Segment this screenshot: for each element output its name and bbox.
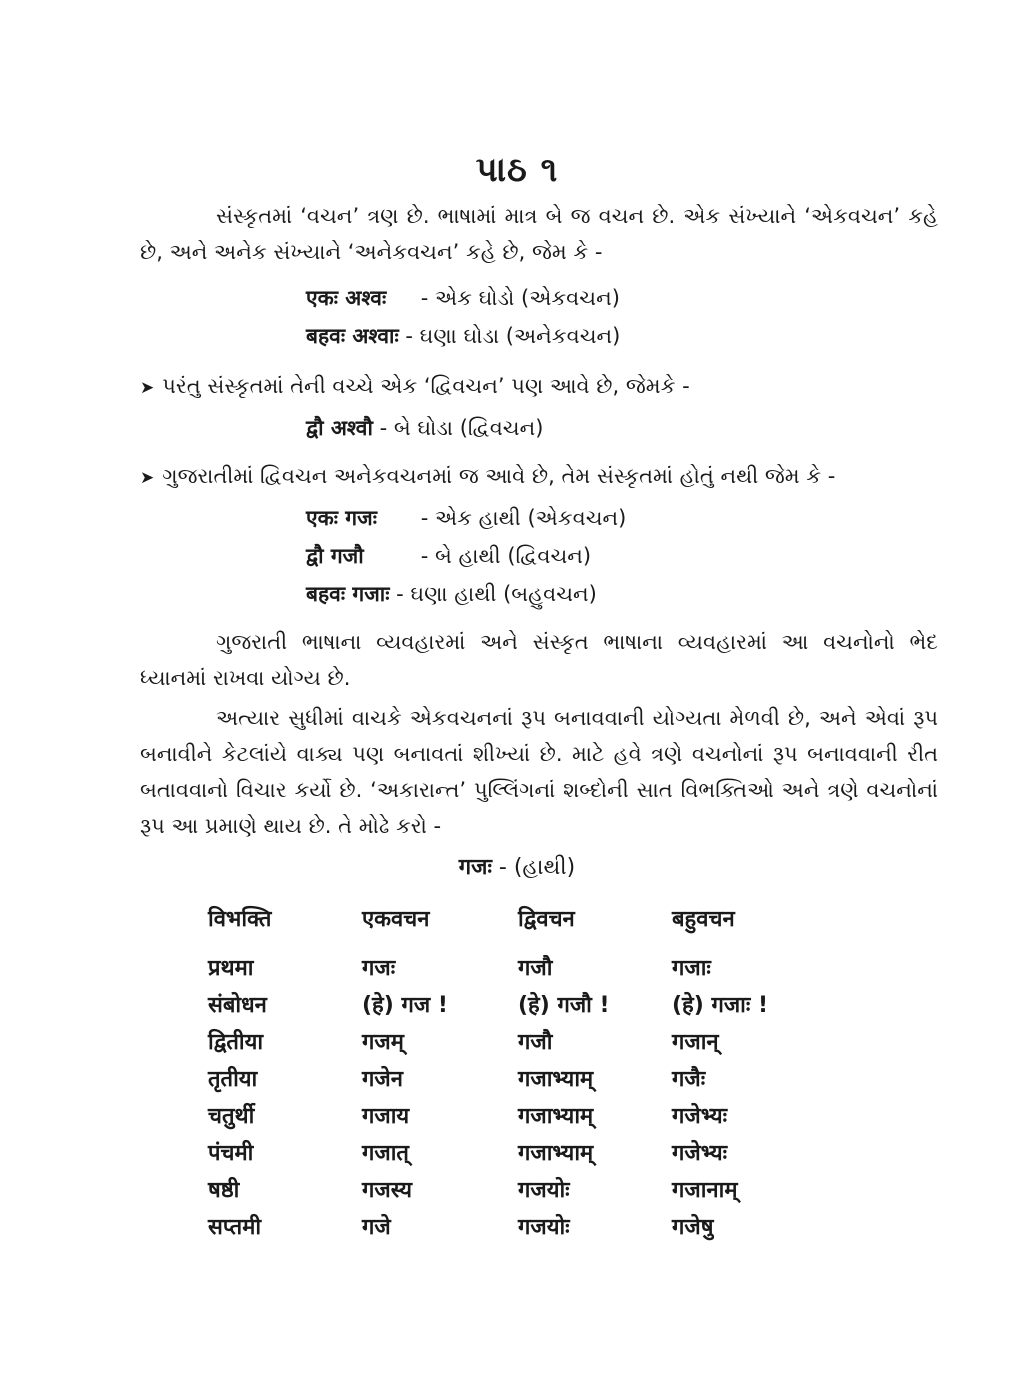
paragraph: અત્યાર સુધીમાં વાચકે એકવચનનાં રૂપ બનાવવાની યોગ્યતા મેળવી છે, અને એવાં રૂપ બનાવીને કેટલાંયે વાક્ય પણ બનાવતાં શીખ્યાં છે. માટે હવે ત્રણે વચનોનાં રૂપ બનાવવાની રીત બતાવવાનો વિચાર કર્યો છે. ‘અકારાન્ત’ પુલ્લિંગનાં શબ્દોની સાત વિભક્તિઓ અને ત્રણે વચનોનાં રૂપ આ પ્રમાણે થાય છે. તે મોઢે કરો - [140, 706, 938, 838]
arrow-bullet-icon: ➤ [140, 468, 155, 488]
table-cell: गजौ [518, 955, 553, 981]
gujarati-meaning: - ઘણા હાથી (બહુવચન) [396, 582, 597, 606]
case-name: संबोधन [208, 992, 267, 1018]
declension-table [208, 896, 832, 1244]
table-cell: गजौ [518, 1029, 553, 1055]
example-row [306, 318, 620, 354]
table-cell: गजयोः [518, 1214, 570, 1240]
table-heading [0, 850, 1034, 886]
table-cell: गजम् [362, 1029, 404, 1055]
heading-word: गजः [458, 855, 492, 880]
table-cell: गजैः [672, 1066, 706, 1092]
table-row [208, 1133, 832, 1170]
case-name: षष्ठी [208, 1177, 240, 1203]
table-cell: (हे) गजौ ! [518, 992, 610, 1018]
bullet-text: પરંતુ સંસ્કૃતમાં તેની વચ્ચે એક ‘દ્વિવચન’ પણ આવે છે, જેમકે - [162, 374, 690, 398]
table-cell: गजानाम् [672, 1177, 738, 1203]
table-cell: गजयोः [518, 1177, 570, 1203]
sanskrit-phrase: एकः गजः [306, 506, 377, 530]
sanskrit-phrase: बहवः गजाः [306, 582, 390, 606]
table-row [208, 1170, 832, 1207]
table-row [208, 1059, 832, 1096]
table-cell: गजेषु [672, 1214, 714, 1240]
table-cell: (हे) गजाः ! [672, 992, 768, 1018]
case-name: द्वितीया [208, 1029, 264, 1055]
table-cell: गजे [362, 1214, 391, 1240]
gujarati-meaning: - એક હાથી (એકવચન) [420, 506, 627, 530]
table-row [208, 1207, 832, 1244]
table-header-row [208, 896, 832, 948]
gujarati-meaning: - એક ઘોડો (એકવચન) [420, 286, 620, 310]
sanskrit-phrase: द्वौ गजौ [306, 544, 364, 568]
column-header: एकवचन [362, 907, 430, 932]
table-row [208, 1022, 832, 1059]
intro-paragraph: સંસ્કૃતમાં ‘વચન’ ત્રણ છે. ભાષામાં માત્ર બે જ વચન છે. એક સંખ્યાને ‘એકવચન’ કહે છે, અને અનેક સંખ્યાને ‘અનેકવચન’ કહે છે, જેમ કે - [140, 204, 938, 264]
gujarati-meaning: - ઘણા ઘોડા (અનેકવચન) [405, 324, 621, 348]
example-row [306, 538, 591, 574]
column-header: द्विवचन [518, 907, 575, 932]
gujarati-meaning: - બે ઘોડા (દ્વિવચન) [379, 416, 544, 440]
case-name: प्रथमा [208, 955, 254, 981]
example-row [306, 576, 597, 612]
bullet-point [140, 458, 835, 496]
table-cell: गजाभ्याम् [518, 1066, 594, 1092]
case-name: चतुर्थी [208, 1103, 255, 1129]
table-cell: गजेभ्यः [672, 1140, 728, 1166]
gujarati-meaning: - બે હાથી (દ્વિવચન) [420, 544, 592, 568]
table-cell: गजाभ्याम् [518, 1103, 594, 1129]
table-row [208, 985, 832, 1022]
lesson-title: પાઠ ૧ [475, 150, 559, 190]
table-cell: गजेभ्यः [672, 1103, 728, 1129]
case-name: तृतीया [208, 1066, 258, 1092]
table-row [208, 948, 832, 985]
column-header: बहुवचन [672, 907, 735, 932]
example-row [306, 410, 543, 446]
table-cell: गजेन [362, 1066, 403, 1092]
table-cell: गजान् [672, 1029, 719, 1055]
table-cell: गजस्य [362, 1177, 413, 1203]
bullet-point [140, 368, 690, 406]
heading-gloss: - (હાથી) [498, 855, 576, 880]
table-cell: गजाभ्याम् [518, 1140, 594, 1166]
case-name: पंचमी [208, 1140, 254, 1166]
example-row [306, 500, 626, 536]
paragraph: ગુજરાતી ભાષાના વ્યવહારમાં અને સંસ્કૃત ભાષાના વ્યવહારમાં આ વચનોનો ભેદ ધ્યાનમાં રાખવા યોગ્ય છે. [140, 630, 938, 690]
arrow-bullet-icon: ➤ [140, 378, 155, 398]
table-cell: (हे) गज ! [362, 992, 448, 1018]
table-cell: गजात् [362, 1140, 409, 1166]
example-row [306, 280, 620, 316]
table-cell: गजः [362, 955, 396, 981]
sanskrit-phrase: द्वौ अश्वौ [306, 416, 373, 440]
table-row [208, 1096, 832, 1133]
sanskrit-phrase: एकः अश्वः [306, 286, 387, 310]
column-header: विभक्ति [208, 907, 272, 932]
case-name: सप्तमी [208, 1214, 262, 1240]
table-cell: गजाः [672, 955, 711, 981]
table-cell: गजाय [362, 1103, 410, 1129]
sanskrit-phrase: बहवः अश्वाः [306, 324, 399, 348]
bullet-text: ગુજરાતીમાં દ્વિવચન અનેકવચનમાં જ આવે છે, તેમ સંસ્કૃતમાં હોતું નથી જેમ કે - [162, 464, 836, 488]
